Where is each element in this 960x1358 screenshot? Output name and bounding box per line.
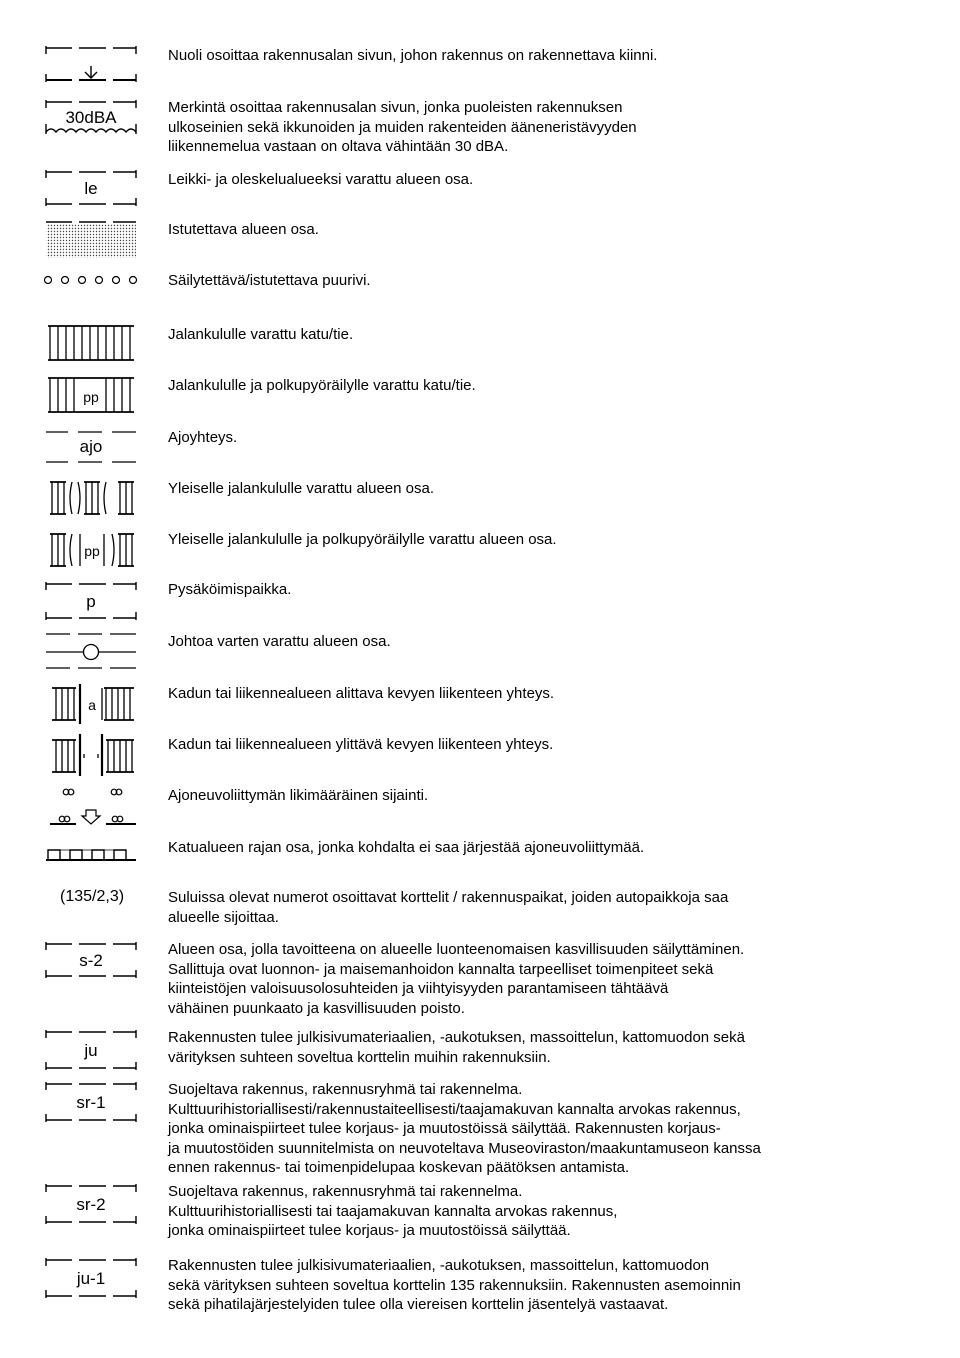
bracket-hatch-symbol <box>44 478 138 518</box>
frame-label: ju <box>84 1041 98 1060</box>
legend-text: Yleiselle jalankululle ja polkupyöräilylle varattu alueen osa. <box>168 531 557 548</box>
legend-text: Suojeltava rakennus, rakennusryhmä tai rakennelma. <box>168 1183 523 1200</box>
frame-label: ju-1 <box>76 1269 106 1288</box>
legend-text: liikennemelua vastaan on oltava vähintään 30 dBA. <box>168 138 509 156</box>
dashed-frame-symbol <box>44 580 138 622</box>
legend-text: Säilytettävä/istutettava puurivi. <box>168 272 371 289</box>
legend-text: Merkintä osoittaa rakennusalan sivun, jonka puoleisten rakennuksen <box>168 99 623 116</box>
underpass-symbol <box>44 684 138 724</box>
legend-text: Johtoa varten varattu alueen osa. <box>168 633 391 650</box>
legend-text: värityksen suhteen soveltua korttelin muihin rakennuksiin. <box>168 1048 551 1066</box>
a-label: a <box>88 697 96 713</box>
legend-text: Suluissa olevat numerot osoittavat korttelit / rakennuspaikat, joiden autopaikkoja saa <box>168 889 729 906</box>
quarter-numbers-symbol <box>60 888 170 906</box>
legend-text: Ajoyhteys. <box>168 429 238 446</box>
legend-text: Jalankululle ja polkupyöräilylle varattu katu/tie. <box>168 377 476 394</box>
frame-label: sr-1 <box>76 1093 106 1112</box>
noise-label: 30dBA <box>65 108 117 127</box>
legend-text: ennen rakennus- tai toimenpidelupaa koskevan päätöksen antamista. <box>168 1159 630 1177</box>
legend-text: Rakennusten tulee julkisivumateriaalien, -aukotuksen, massoittelun, kattomuodon <box>168 1257 710 1274</box>
legend-text: Nuoli osoittaa rakennusalan sivun, johon rakennus on rakennettava kiinni. <box>168 47 658 64</box>
frame-label: p <box>86 592 96 611</box>
legend-text: kiinteistöjen valoisuusolosuhteiden ja viihtyisyyden parantamiseen tähtäävä <box>168 980 669 998</box>
legend-text: Suojeltava rakennus, rakennusryhmä tai rakennelma. <box>168 1081 523 1098</box>
legend-text: Alueen osa, jolla tavoitteena on alueelle luonteenomaisen kasvillisuuden säilyttäminen. <box>168 941 745 958</box>
legend-text: Kadun tai liikennealueen alittava kevyen liikenteen yhteys. <box>168 685 555 702</box>
legend-text: Rakennusten tulee julkisivumateriaalien, -aukotuksen, massoittelun, kattomuodon sekä <box>168 1029 745 1046</box>
pp-label: pp <box>84 543 100 559</box>
frame-label: s-2 <box>79 951 103 970</box>
utility-line-symbol <box>44 632 138 672</box>
legend-text: Jalankululle varattu katu/tie. <box>168 326 354 343</box>
ajo-label: ajo <box>79 437 103 456</box>
quarter-numbers-label: (135/2,3) <box>60 888 125 905</box>
arrow-frame-symbol <box>44 44 138 84</box>
dashed-frame-symbol <box>44 1080 138 1124</box>
legend-text: jonka ominaispiirteet tulee korjaus- ja muutostöissä säilyttää. <box>168 1222 571 1240</box>
legend-text: Yleiselle jalankululle varattu alueen osa. <box>168 480 435 497</box>
vehicle-access-symbol <box>44 786 138 828</box>
dashed-frame-symbol <box>44 1028 138 1072</box>
legend-text: alueelle sijoittaa. <box>168 908 279 926</box>
legend-text: Katualueen rajan osa, jonka kohdalta ei saa järjestää ajoneuvoliittymää. <box>168 839 645 856</box>
pp-label: pp <box>83 389 99 405</box>
frame-label: le <box>84 179 98 198</box>
dashed-frame-symbol <box>44 168 138 208</box>
legend-text: Kulttuurihistoriallisesti/rakennustaiteellisesti/taajamakuvan kannalta arvokas rakennus, <box>168 1100 741 1118</box>
legend-text: ulkoseinien sekä ikkunoiden ja muiden rakenteiden ääneneristävyyden <box>168 118 637 136</box>
noise-frame-symbol <box>44 98 138 138</box>
dashed-frame-symbol <box>44 1182 138 1226</box>
dash-lines-label-symbol <box>44 428 138 468</box>
dotted-area-symbol <box>44 218 138 262</box>
hatched-road-symbol <box>44 324 138 364</box>
legend-text: vähäinen puunkaato ja kasvillisuuden poisto. <box>168 999 465 1017</box>
legend-text: Istutettava alueen osa. <box>168 221 319 238</box>
legend-text: sekä värityksen suhteen soveltua korttelin 135 rakennuksiin. Rakennusten asemoinnin <box>168 1276 741 1294</box>
frame-label: sr-2 <box>76 1195 106 1214</box>
legend-text: Sallittuja ovat luonnon- ja maisemanhoidon kannalta tarpeelliset toimenpiteet sekä <box>168 960 714 978</box>
hatched-road-label-symbol <box>44 376 138 416</box>
dashed-frame-symbol <box>44 1256 138 1300</box>
overpass-symbol <box>44 734 138 776</box>
no-access-symbol <box>44 838 138 868</box>
legend-text: Leikki- ja oleskelualueeksi varattu alueen osa. <box>168 171 474 188</box>
dashed-frame-symbol <box>44 940 138 980</box>
circle-row-symbol <box>44 270 138 290</box>
legend-text: sekä pihatilajärjestelyiden tulee olla viereisen korttelin jäsentelyä vastaavat. <box>168 1296 669 1314</box>
legend-text: Pysäköimispaikka. <box>168 581 292 598</box>
legend-text: Kulttuurihistoriallisesti tai taajamakuvan kannalta arvokas rakennus, <box>168 1202 618 1220</box>
legend-text: Kadun tai liikennealueen ylittävä kevyen liikenteen yhteys. <box>168 736 554 753</box>
legend-text: Ajoneuvoliittymän likimääräinen sijainti. <box>168 787 429 804</box>
legend-text: jonka ominaispiirteet tulee korjaus- ja muutostöissä säilyttää. Rakennusten korjaus- <box>168 1120 721 1138</box>
legend-text: ja muutostöiden suunnitelmista on neuvoteltava Museoviraston/maakuntamuseon kanssa <box>168 1139 761 1157</box>
bracket-hatch-label-symbol <box>44 530 138 570</box>
